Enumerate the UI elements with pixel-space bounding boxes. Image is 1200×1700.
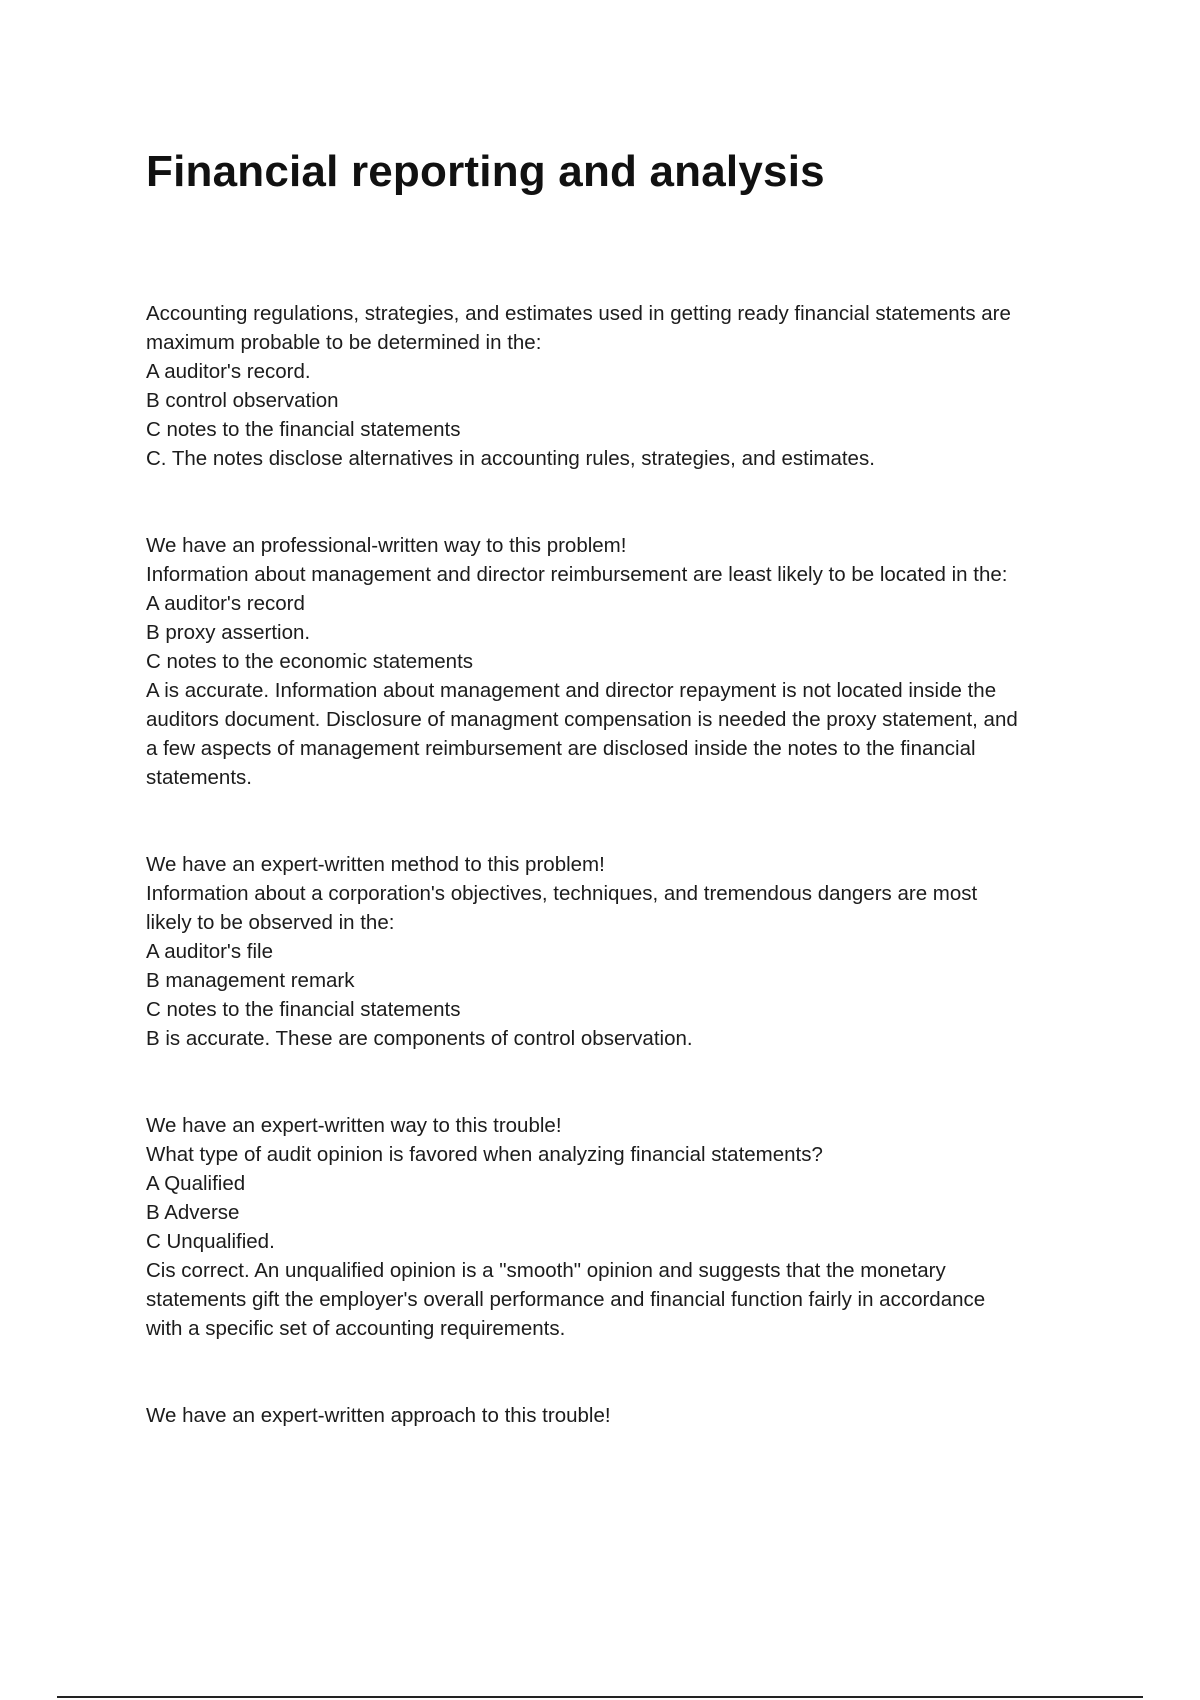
answer-option-a: A auditor's file: [146, 940, 273, 963]
question-text-line: What type of audit opinion is favored when analyzing financial statements?: [146, 1143, 823, 1166]
question-block-4: [146, 1111, 1091, 1343]
answer-explanation: statements gift the employer's overall performance and financial function fairly in accordance: [146, 1288, 986, 1311]
intro-line: We have an expert-written method to this problem!: [146, 853, 605, 876]
intro-line: We have an expert-written approach to this trouble!: [146, 1404, 611, 1427]
answer-explanation: with a specific set of accounting requirements.: [146, 1317, 566, 1340]
question-text-line: Accounting regulations, strategies, and estimates used in getting ready financial statements are: [146, 302, 1011, 325]
answer-option-c: C notes to the economic statements: [146, 650, 474, 673]
question-block-5: [146, 1401, 1091, 1430]
question-text-line: maximum probable to be determined in the:: [146, 331, 542, 354]
answer-explanation: Cis correct. An unqualified opinion is a "smooth" opinion and suggests that the monetary: [146, 1259, 946, 1282]
page-title: Financial reporting and analysis: [146, 147, 825, 196]
answer-explanation: statements.: [146, 766, 252, 789]
intro-line: We have an professional-written way to this problem!: [146, 534, 627, 557]
question-block-2: [146, 531, 1091, 792]
answer-explanation: auditors document. Disclosure of managment compensation is needed the proxy statement, and: [146, 708, 1018, 731]
answer-explanation: B is accurate. These are components of control observation.: [146, 1027, 693, 1050]
answer-option-a: A Qualified: [146, 1172, 246, 1195]
answer-option-a: A auditor's record.: [146, 360, 311, 383]
question-block-1: [146, 299, 1091, 473]
answer-option-b: B control observation: [146, 389, 339, 412]
footer-divider: [57, 1696, 1143, 1698]
answer-option-b: B proxy assertion.: [146, 621, 311, 644]
intro-line: We have an expert-written way to this trouble!: [146, 1114, 562, 1137]
answer-option-c: C Unqualified.: [146, 1230, 275, 1253]
question-text-line: likely to be observed in the:: [146, 911, 395, 934]
answer-option-b: B Adverse: [146, 1201, 240, 1224]
question-text-line: Information about a corporation's objectives, techniques, and tremendous dangers are most: [146, 882, 978, 905]
answer-option-c: C notes to the financial statements: [146, 998, 461, 1021]
answer-option-b: B management remark: [146, 969, 355, 992]
answer-option-c: C notes to the financial statements: [146, 418, 461, 441]
answer-option-a: A auditor's record: [146, 592, 305, 615]
answer-explanation: A is accurate. Information about management and director repayment is not located inside the: [146, 679, 997, 702]
question-block-3: [146, 850, 1091, 1053]
question-text-line: Information about management and director reimbursement are least likely to be located in the:: [146, 563, 1008, 586]
answer-explanation: a few aspects of management reimbursement are disclosed inside the notes to the financial: [146, 737, 976, 760]
document-body: [146, 299, 1091, 1430]
answer-explanation: C. The notes disclose alternatives in accounting rules, strategies, and estimates.: [146, 447, 875, 470]
